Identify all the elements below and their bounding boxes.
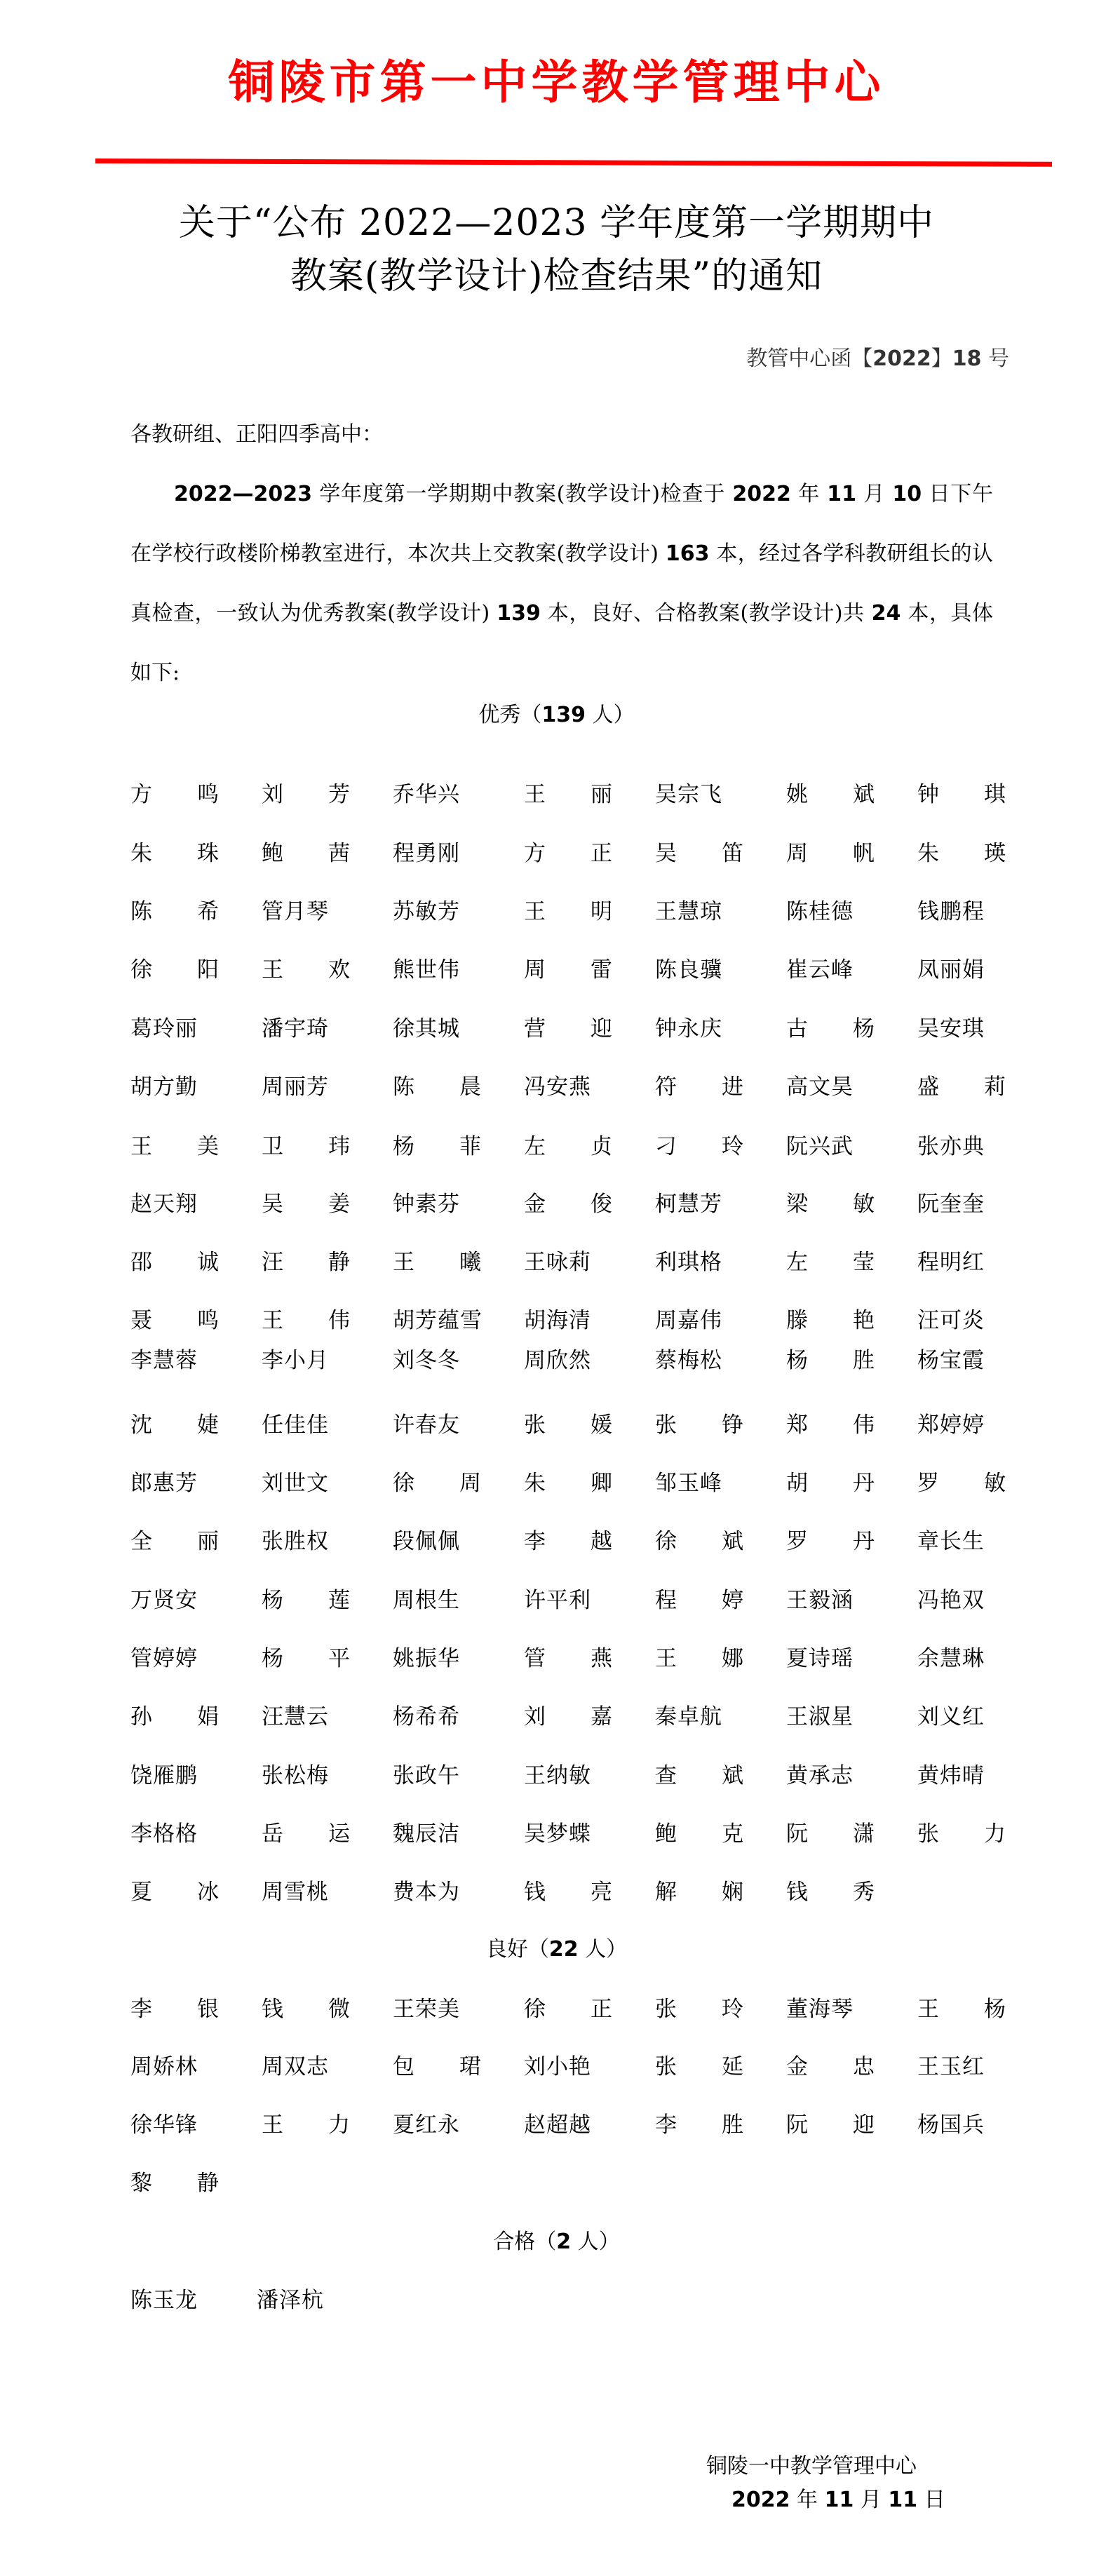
teacher-name: 徐其城 — [393, 1016, 460, 1041]
document-number — [746, 345, 1009, 373]
teacher-name: 杨 莲 — [262, 1588, 350, 1613]
teacher-name: 姚 斌 — [786, 782, 875, 807]
teacher-name: 万贤安 — [130, 1588, 198, 1613]
teacher-name: 聂 鸣 — [130, 1308, 219, 1333]
doc-number-prefix: 教管中心函【 — [746, 346, 873, 371]
teacher-name: 李格格 — [130, 1821, 198, 1847]
teacher-name: 罗 丹 — [786, 1529, 875, 1554]
teacher-name: 夏红永 — [393, 2112, 460, 2138]
teacher-name: 赵天翔 — [130, 1192, 198, 1217]
teacher-name: 营 迎 — [524, 1016, 612, 1041]
teacher-name: 金 忠 — [786, 2054, 875, 2079]
teacher-name: 阮 潇 — [786, 1821, 875, 1847]
teacher-name: 盛 莉 — [917, 1074, 1006, 1100]
teacher-name: 张亦典 — [917, 1134, 985, 1159]
teacher-name: 王 美 — [130, 1134, 219, 1159]
teacher-name: 许平利 — [524, 1588, 591, 1613]
teacher-name: 饶雁鹏 — [130, 1763, 198, 1788]
section-title-good — [0, 1936, 1113, 1964]
doc-number-value: 18 — [952, 346, 982, 371]
teacher-name: 王 欢 — [262, 957, 350, 983]
teacher-name: 吴 姜 — [262, 1192, 350, 1217]
teacher-name: 吴 笛 — [655, 841, 743, 866]
teacher-name: 段佩佩 — [393, 1529, 460, 1554]
section-label: 合格（ — [493, 2230, 557, 2254]
section-label: 良好（ — [485, 1937, 549, 1962]
other-count: 24 — [871, 601, 901, 626]
teacher-name: 罗 敏 — [917, 1471, 1006, 1496]
teacher-name: 刘冬冬 — [393, 1348, 460, 1373]
inspection-year: 2022 — [732, 482, 791, 506]
org-letterhead-title: 铜陵市第一中学教学管理中心 — [228, 55, 885, 109]
teacher-name: 潘宇琦 — [262, 1016, 329, 1041]
teacher-name: 杨 平 — [262, 1646, 350, 1671]
teacher-name: 葛玲丽 — [130, 1016, 198, 1041]
teacher-name: 胡 丹 — [786, 1471, 875, 1496]
section-title-excellent — [0, 701, 1113, 729]
teacher-name: 岳 运 — [262, 1821, 350, 1847]
signature-date — [731, 2486, 945, 2514]
sig-day: 11 — [888, 2488, 918, 2512]
teacher-name: 胡芳蕴雪 — [393, 1308, 483, 1333]
teacher-name: 卫 玮 — [262, 1134, 350, 1159]
teacher-name: 朱 珠 — [130, 841, 219, 866]
teacher-name: 郑婷婷 — [917, 1412, 985, 1438]
inspection-day: 10 — [892, 482, 922, 506]
teacher-name: 郎惠芳 — [130, 1471, 198, 1496]
teacher-name: 张 力 — [917, 1821, 1006, 1847]
teacher-name: 邹玉峰 — [655, 1471, 722, 1496]
section-label: 优秀（ — [478, 703, 542, 727]
teacher-name: 管月琴 — [262, 899, 329, 924]
teacher-name: 程明红 — [917, 1250, 985, 1275]
teacher-name: 王毅涵 — [786, 1588, 854, 1613]
teacher-name: 吴梦蝶 — [524, 1821, 591, 1847]
teacher-name: 周娇林 — [130, 2054, 198, 2079]
teacher-name: 张 媛 — [524, 1412, 612, 1438]
teacher-name: 王慧琼 — [655, 899, 722, 924]
teacher-name: 程 婷 — [655, 1588, 743, 1613]
teacher-name: 章长生 — [917, 1529, 985, 1554]
teacher-name: 李 越 — [524, 1529, 612, 1554]
teacher-name: 钱 秀 — [786, 1880, 875, 1905]
body-paragraph — [130, 464, 993, 703]
section-count: 139 — [541, 703, 586, 727]
section-label-suffix: 人） — [571, 2230, 620, 2254]
sig-month-label: 月 — [854, 2488, 889, 2512]
teacher-name: 左 贞 — [524, 1134, 612, 1159]
teacher-name: 孙 娟 — [130, 1704, 219, 1729]
teacher-name: 徐 阳 — [130, 957, 219, 983]
notice-heading-line-2: 教案(教学设计)检查结果”的通知 — [290, 255, 823, 297]
teacher-name: 黎 静 — [130, 2171, 219, 2196]
teacher-name: 周 雷 — [524, 957, 612, 983]
total-count: 163 — [665, 541, 710, 566]
academic-years: 2022—2023 — [174, 482, 312, 506]
teacher-name: 周丽芳 — [262, 1074, 329, 1100]
teacher-name: 姚振华 — [393, 1646, 460, 1671]
inspection-month: 11 — [827, 482, 857, 506]
teacher-name: 朱 卿 — [524, 1471, 612, 1496]
teacher-name: 黄炜晴 — [917, 1763, 985, 1788]
teacher-name: 蔡梅松 — [655, 1348, 722, 1373]
salutation: 各教研组、正阳四季高中： — [130, 422, 383, 447]
teacher-name: 李 胜 — [655, 2112, 743, 2138]
teacher-name: 吴宗飞 — [655, 782, 722, 807]
teacher-name: 张胜权 — [262, 1529, 329, 1554]
excellent-count: 139 — [497, 601, 541, 626]
teacher-name: 徐 斌 — [655, 1529, 743, 1554]
body-text-e: 本，经过各学科教研组长的认真检查，一致认为优秀教案(教学设计) — [130, 541, 993, 626]
teacher-name: 冯安燕 — [524, 1074, 591, 1100]
body-text-f: 本，良好、合格教案(教学设计)共 — [540, 601, 872, 626]
teacher-name: 王纳敏 — [524, 1763, 591, 1788]
teacher-name: 冯艳双 — [917, 1588, 985, 1613]
teacher-name: 全 丽 — [130, 1529, 219, 1554]
body-text-b: 年 — [790, 482, 828, 506]
teacher-name: 徐 周 — [393, 1471, 481, 1496]
teacher-name: 刁 玲 — [655, 1134, 743, 1159]
teacher-name: 刘世文 — [262, 1471, 329, 1496]
doc-number-year: 2022 — [872, 346, 931, 371]
teacher-name: 王 杨 — [917, 1997, 1006, 2022]
teacher-name: 徐华锋 — [130, 2112, 198, 2138]
teacher-name: 柯慧芳 — [655, 1192, 722, 1217]
teacher-name: 秦卓航 — [655, 1704, 722, 1729]
teacher-name: 周双志 — [262, 2054, 329, 2079]
body-text-g: 本，具体如下: — [130, 601, 993, 685]
teacher-name: 李慧蓉 — [130, 1348, 198, 1373]
teacher-name: 王 明 — [524, 899, 612, 924]
teacher-name: 滕 艳 — [786, 1308, 875, 1333]
teacher-name: 费本为 — [393, 1880, 460, 1905]
section-title-pass — [0, 2228, 1113, 2256]
teacher-name: 吴安琪 — [917, 1016, 985, 1041]
teacher-name: 钱 微 — [262, 1997, 350, 2022]
teacher-name: 王 力 — [262, 2112, 350, 2138]
teacher-name: 阮奎奎 — [917, 1192, 985, 1217]
teacher-name: 管 燕 — [524, 1646, 612, 1671]
teacher-name: 解 娴 — [655, 1880, 743, 1905]
signature-org: 铜陵一中教学管理中心 — [706, 2454, 917, 2479]
teacher-name: 郑 伟 — [786, 1412, 875, 1438]
teacher-name: 周根生 — [393, 1588, 460, 1613]
teacher-name: 杨 胜 — [786, 1348, 875, 1373]
teacher-name: 钟 琪 — [917, 782, 1006, 807]
sig-year-label: 年 — [790, 2488, 825, 2512]
teacher-name: 鲍 茜 — [262, 841, 350, 866]
teacher-name: 汪慧云 — [262, 1704, 329, 1729]
teacher-name: 潘泽杭 — [257, 2288, 324, 2313]
teacher-name: 王 曦 — [393, 1250, 481, 1275]
teacher-name: 李小月 — [262, 1348, 329, 1373]
teacher-name: 张松梅 — [262, 1763, 329, 1788]
teacher-name: 周欣然 — [524, 1348, 591, 1373]
notice-heading-line-1: 关于“公布 2022—2023 学年度第一学期期中 — [178, 202, 935, 244]
teacher-name: 高文昊 — [786, 1074, 854, 1100]
teacher-name: 熊世伟 — [393, 957, 460, 983]
teacher-name: 杨希希 — [393, 1704, 460, 1729]
teacher-name: 周 帆 — [786, 841, 875, 866]
teacher-name: 任佳佳 — [262, 1412, 329, 1438]
section-label-suffix: 人） — [586, 703, 635, 727]
body-text-d: 日下午在学校行政楼阶梯教室进行，本次共上交教案(教学设计) — [130, 482, 994, 566]
teacher-name: 胡方勤 — [130, 1074, 198, 1100]
teacher-name: 邵 诚 — [130, 1250, 219, 1275]
sig-year: 2022 — [731, 2488, 790, 2512]
teacher-name: 夏 冰 — [130, 1880, 219, 1905]
section-count: 2 — [556, 2230, 572, 2254]
teacher-name: 金 俊 — [524, 1192, 612, 1217]
teacher-name: 王 伟 — [262, 1308, 350, 1333]
teacher-name: 方 正 — [524, 841, 612, 866]
teacher-name: 刘 嘉 — [524, 1704, 612, 1729]
teacher-name: 钟永庆 — [655, 1016, 722, 1041]
teacher-name: 沈 婕 — [130, 1412, 219, 1438]
teacher-name: 张政午 — [393, 1763, 460, 1788]
teacher-name: 王玉红 — [917, 2054, 985, 2079]
teacher-name: 赵超越 — [524, 2112, 591, 2138]
teacher-name: 张 铮 — [655, 1412, 743, 1438]
teacher-name: 鲍 克 — [655, 1821, 743, 1847]
section-count: 22 — [548, 1937, 579, 1962]
body-text-c: 月 — [856, 482, 893, 506]
teacher-name: 古 杨 — [786, 1016, 875, 1041]
teacher-name: 陈良骥 — [655, 957, 722, 983]
letterhead-red-rule — [95, 159, 1052, 167]
teacher-name: 梁 敏 — [786, 1192, 875, 1217]
teacher-name: 胡海清 — [524, 1308, 591, 1333]
teacher-name: 王淑星 — [786, 1704, 854, 1729]
teacher-name: 符 进 — [655, 1074, 743, 1100]
sig-month: 11 — [824, 2488, 854, 2512]
teacher-name: 张 玲 — [655, 1997, 743, 2022]
teacher-name: 黄承志 — [786, 1763, 854, 1788]
teacher-name: 许春友 — [393, 1412, 460, 1438]
teacher-name: 程勇刚 — [393, 841, 460, 866]
teacher-name: 凤丽娟 — [917, 957, 985, 983]
teacher-name: 夏诗瑶 — [786, 1646, 854, 1671]
teacher-name: 魏辰洁 — [393, 1821, 460, 1847]
teacher-name: 管婷婷 — [130, 1646, 198, 1671]
section-label-suffix: 人） — [578, 1937, 628, 1962]
teacher-name: 周雪桃 — [262, 1880, 329, 1905]
teacher-name: 陈 希 — [130, 899, 219, 924]
teacher-name: 方 鸣 — [130, 782, 219, 807]
teacher-name: 王荣美 — [393, 1997, 460, 2022]
teacher-name: 陈桂德 — [786, 899, 854, 924]
teacher-name: 钟素芬 — [393, 1192, 460, 1217]
teacher-name: 刘小艳 — [524, 2054, 591, 2079]
teacher-name: 左 莹 — [786, 1250, 875, 1275]
body-text-a: 学年度第一学期期中教案(教学设计)检查于 — [312, 482, 733, 506]
teacher-name: 王咏莉 — [524, 1250, 591, 1275]
teacher-name: 杨 菲 — [393, 1134, 481, 1159]
teacher-name: 董海琴 — [786, 1997, 854, 2022]
doc-number-bracket: 】 — [931, 346, 952, 371]
teacher-name: 崔云峰 — [786, 957, 854, 983]
teacher-name: 利琪格 — [655, 1250, 722, 1275]
teacher-name: 包 珺 — [393, 2054, 481, 2079]
teacher-name: 王 娜 — [655, 1646, 743, 1671]
teacher-name: 阮兴武 — [786, 1134, 854, 1159]
teacher-name: 钱鹏程 — [917, 899, 985, 924]
teacher-name: 汪 静 — [262, 1250, 350, 1275]
teacher-name: 余慧琳 — [917, 1646, 985, 1671]
teacher-name: 朱 瑛 — [917, 841, 1006, 866]
teacher-name: 钱 亮 — [524, 1880, 612, 1905]
teacher-name: 汪可炎 — [917, 1308, 985, 1333]
teacher-name: 刘 芳 — [262, 782, 350, 807]
teacher-name: 查 斌 — [655, 1763, 743, 1788]
teacher-name: 徐 正 — [524, 1997, 612, 2022]
teacher-name: 张 延 — [655, 2054, 743, 2079]
teacher-name: 陈 晨 — [393, 1074, 481, 1100]
doc-number-suffix: 号 — [981, 346, 1009, 371]
teacher-name: 阮 迎 — [786, 2112, 875, 2138]
teacher-name: 乔华兴 — [393, 782, 460, 807]
teacher-name: 杨国兵 — [917, 2112, 985, 2138]
teacher-name: 刘义红 — [917, 1704, 985, 1729]
teacher-name: 苏敏芳 — [393, 899, 460, 924]
sig-day-label: 日 — [917, 2488, 945, 2512]
teacher-name: 李 银 — [130, 1997, 219, 2022]
teacher-name: 周嘉伟 — [655, 1308, 722, 1333]
teacher-name: 王 丽 — [524, 782, 612, 807]
teacher-name: 杨宝霞 — [917, 1348, 985, 1373]
teacher-name: 陈玉龙 — [130, 2288, 198, 2313]
